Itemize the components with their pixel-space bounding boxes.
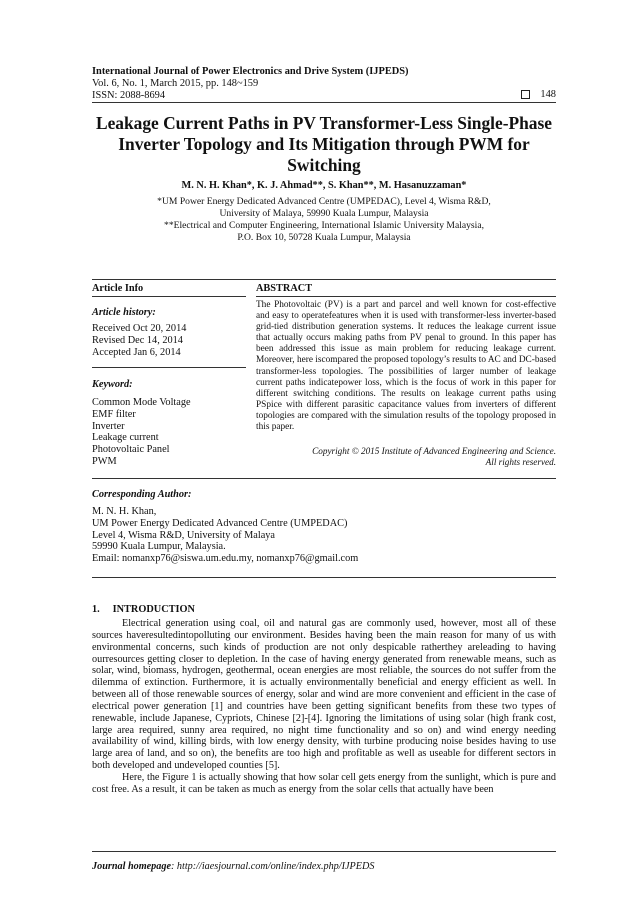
homepage-link[interactable]: http://iaesjournal.com/online/index.php/IJPEDS	[176, 861, 375, 872]
info-bottom-divider	[92, 577, 556, 578]
history-received: Received Oct 20, 2014	[92, 323, 187, 334]
info-top-divider	[92, 279, 556, 280]
history-revised: Revised Dec 14, 2014	[92, 334, 183, 346]
abstract-heading: ABSTRACT	[256, 283, 313, 294]
volume-line: Vol. 6, No. 1, March 2015, pp. 148~159	[92, 78, 259, 89]
homepage-label: Journal homepage	[92, 861, 171, 872]
corresponding-divider	[92, 478, 556, 479]
issn-line: ISSN: 2088-8694	[92, 90, 166, 101]
header-divider	[92, 102, 556, 103]
history-accepted: Accepted Jan 6, 2014	[92, 346, 181, 358]
history-list	[92, 323, 186, 358]
paragraph: Here, the Figure 1 is actually showing that how solar cell gets energy from the sunlight, which is pure and cost free. As a result, it can be taken as much as energy from the solar cells that actually have been	[92, 771, 556, 795]
square-icon	[521, 90, 530, 99]
page-number-block	[521, 89, 556, 100]
corresponding-city: 59990 Kuala Lumpur, Malaysia.	[92, 541, 226, 553]
paper-authors: M. N. H. Khan*, K. J. Ahmad**, S. Khan**, M. Hasanuzzaman*	[181, 180, 467, 191]
info-left-divider	[92, 296, 246, 297]
corresponding-email: Email: nomanxp76@siswa.um.edu.my, nomanxp76@gmail.com	[92, 553, 359, 565]
keyword-heading: Keyword:	[92, 379, 133, 390]
corresponding-heading: Corresponding Author:	[92, 489, 192, 500]
keyword-item: Photovoltaic Panel	[92, 444, 170, 456]
journal-homepage	[92, 861, 374, 872]
affiliation-line: **Electrical and Computer Engineering, International Islamic University Malaysia,	[164, 220, 484, 231]
corresponding-details	[92, 506, 358, 565]
corresponding-org: UM Power Energy Dedicated Advanced Centre (UMPEDAC)	[92, 517, 348, 529]
copyright-rights: All rights reserved.	[485, 457, 556, 467]
page-number: 148	[540, 89, 556, 100]
corresponding-address: Level 4, Wisma R&D, University of Malaya	[92, 529, 275, 541]
homepage-colon: :	[170, 861, 177, 872]
affiliation-line: *UM Power Energy Dedicated Advanced Centre (UMPEDAC), Level 4, Wisma R&D,	[157, 196, 491, 207]
keyword-item: Common Mode Voltage	[92, 397, 191, 408]
keyword-item: EMF filter	[92, 408, 136, 420]
article-info-heading: Article Info	[92, 283, 144, 294]
journal-name: International Journal of Power Electronics and Drive System (IJPEDS)	[92, 66, 409, 77]
corresponding-name: M. N. H. Khan,	[92, 506, 157, 517]
keyword-list	[92, 397, 191, 468]
abstract-text: The Photovoltaic (PV) is a part and parcel and well known for cost-effective and easy to operatefeatures when it is used with transformer-less inverter-based grid-tied distribution generation systems. It reduces the leakage current issue that actually occurs making paths from PV penal to ground. In this paper has been addressed this issue as main problem for reducing leakage current. Moreover, here iscompared the proposed topology’s results to AC and DC-based transformer-less topologies. The possibilities of larger number of leakage current paths indicatepower loss, which is the focus of work in this paper for different switching conditions. The results on leakage current paths using PSpice with different parasitic capacitance values from inverters of different topologies are compared with the simulation results of the topology proposed in this paper.	[256, 300, 556, 433]
footer-divider	[92, 851, 556, 852]
copyright-notice	[256, 446, 556, 468]
abstract-divider	[256, 296, 556, 297]
paper-title: Leakage Current Paths in PV Transformer-Less Single-Phase Inverter Topology and Its Mitigation through PWM for Switching	[95, 113, 552, 175]
introduction-body	[92, 618, 556, 796]
keyword-item: Inverter	[92, 420, 125, 432]
affiliation-line: P.O. Box 10, 50728 Kuala Lumpur, Malaysia	[237, 232, 411, 243]
affiliations	[92, 196, 556, 244]
paragraph: Electrical generation using coal, oil and natural gas are commonly used, however, most all of these sources haveresultedintopolluting our environment. Besides having been the main reason for many of us with environmental concerns, such kinds of production are not only despicable ratherthey areleading to having ourresources getting closer to depletion. In the case of having energy generated from renewable means, such as solar, wind, biomass, hydrogen, geothermal, ocean energies are most reliable, the sources do not suffer from the dilemma of extinction. Furthermore, it is actually environmentally beneficial and energy efficient as well. In between all of those renewable sources of energy, solar and wind are more convenient and efficient in the case of electrical power generation [1] and countries have been getting significant benefits from these two types of renewable, include Japanese, Cypriots, Chinese [2]-[4]. Ignoring the limitations of using solar (high frank cost, large area required, sunny area required, no night time functionality and so on) and wind energy needing availability of wind, killing birds, with low energy density, with turbine producing noise besides having to use large area of land, and so on), the benefits are too high and profitable as well as useable for different sectors in both developed and undeveloped counties [5].	[92, 618, 556, 772]
keyword-item: Leakage current	[92, 432, 159, 444]
affiliation-line: University of Malaya, 59990 Kuala Lumpur, Malaysia	[219, 208, 429, 219]
keyword-item: PWM	[92, 455, 117, 467]
copyright-line: Copyright © 2015 Institute of Advanced Engineering and Science.	[312, 446, 556, 456]
history-heading: Article history:	[92, 307, 156, 318]
keyword-divider	[92, 367, 246, 368]
introduction-heading: 1. INTRODUCTION	[92, 604, 195, 615]
